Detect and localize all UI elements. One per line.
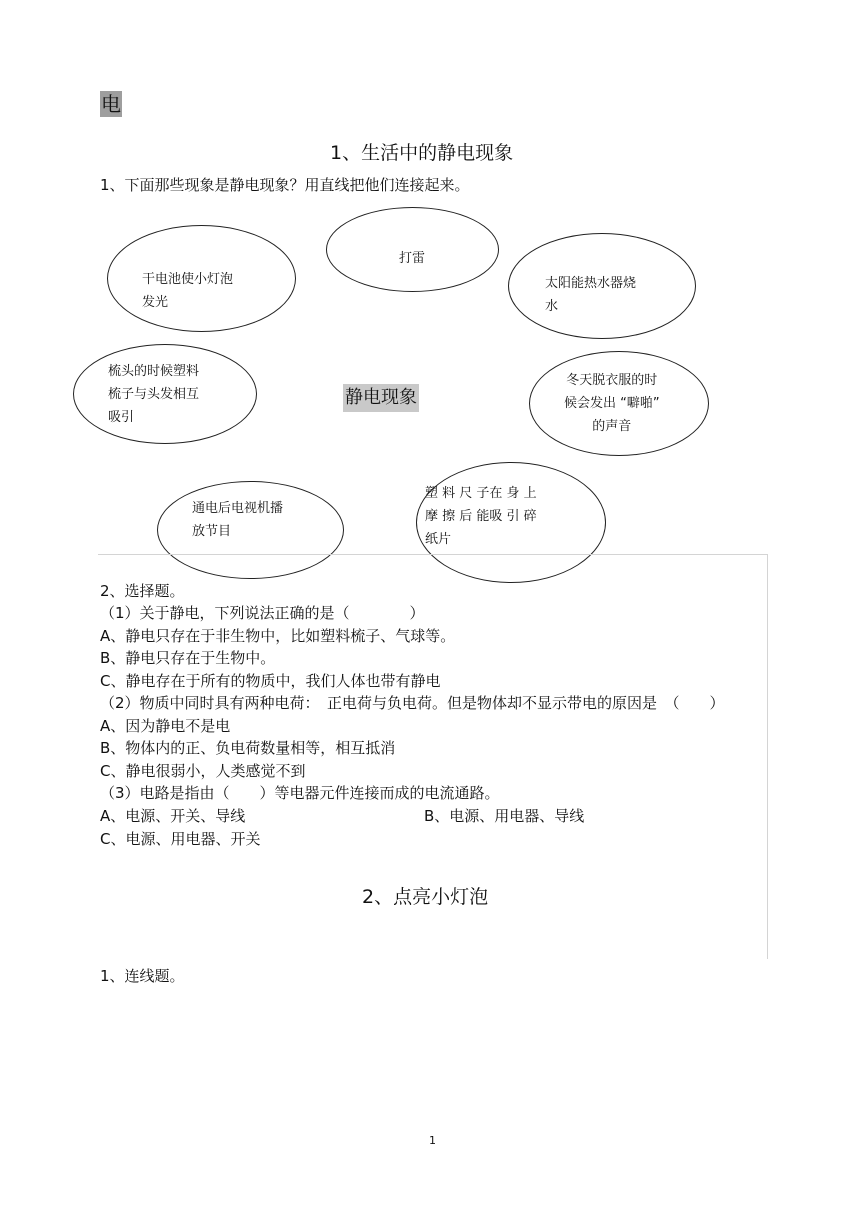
phenomenon-text xyxy=(192,497,283,543)
phenomenon-line: 水 xyxy=(545,299,559,314)
option-1a[interactable]: A、静电只存在于非生物中，比如塑料梳子、气球等。 xyxy=(100,627,456,645)
divider-line xyxy=(98,554,768,555)
option-2b[interactable]: B、物体内的正、负电荷数量相等，相互抵消 xyxy=(100,739,396,757)
sub-question-1: （1）关于静电，下列说法正确的是（ ） xyxy=(100,604,425,622)
phenomenon-text xyxy=(108,360,199,429)
phenomenon-line: 候会发出 “噼啪” xyxy=(564,396,660,411)
phenomenon-line: 的声音 xyxy=(592,419,632,434)
section2-question-1: 1、连线题。 xyxy=(100,967,185,985)
static-electricity-label[interactable]: 静电现象 xyxy=(343,384,419,412)
page-number: 1 xyxy=(429,1134,436,1147)
section2-heading: 2、点亮小灯泡 xyxy=(362,886,489,908)
phenomenon-text xyxy=(564,369,660,438)
question-2: 2、选择题。 xyxy=(100,582,185,600)
phenomenon-text xyxy=(545,272,636,318)
phenomenon-line: 吸引 xyxy=(108,410,135,425)
phenomenon-line: 放节目 xyxy=(192,524,232,539)
divider-line-vertical xyxy=(767,554,768,959)
phenomenon-text xyxy=(142,268,233,314)
phenomenon-line: 纸片 xyxy=(425,532,452,547)
phenomenon-line: 通电后电视机播 xyxy=(192,501,284,516)
section1-heading: 1、生活中的静电现象 xyxy=(330,142,514,164)
phenomenon-line: 摩 擦 后 能吸 引 碎 xyxy=(425,509,537,524)
option-3a[interactable]: A、电源、开关、导线 xyxy=(100,807,246,825)
phenomenon-line: 打雷 xyxy=(399,251,426,266)
sub-question-3: （3）电路是指由（ ）等电器元件连接而成的电流通路。 xyxy=(100,784,500,802)
phenomenon-text xyxy=(425,482,537,551)
phenomenon-line: 干电池使小灯泡 xyxy=(142,272,234,287)
option-1b[interactable]: B、静电只存在于生物中。 xyxy=(100,649,276,667)
sub-question-2: （2）物质中同时具有两种电荷： 正电荷与负电荷。但是物体却不显示带电的原因是 （ ） xyxy=(100,694,725,712)
phenomenon-line: 梳头的时候塑料 xyxy=(108,364,200,379)
phenomenon-line: 冬天脱衣服的时 xyxy=(566,373,658,388)
phenomenon-text xyxy=(399,247,425,270)
phenomenon-line: 太阳能热水器烧 xyxy=(545,276,637,291)
option-3c[interactable]: C、电源、用电器、开关 xyxy=(100,830,261,848)
option-1c[interactable]: C、静电存在于所有的物质中，我们人体也带有静电 xyxy=(100,672,441,690)
question-1: 1、下面那些现象是静电现象？用直线把他们连接起来。 xyxy=(100,176,470,194)
option-2c[interactable]: C、静电很弱小，人类感觉不到 xyxy=(100,762,306,780)
phenomenon-line: 发光 xyxy=(142,295,169,310)
option-3b[interactable]: B、电源、用电器、导线 xyxy=(424,807,585,825)
unit-title: 电 xyxy=(101,92,121,116)
phenomenon-line: 梳子与头发相互 xyxy=(108,387,200,402)
phenomenon-line: 塑 料 尺 子在 身 上 xyxy=(425,486,537,501)
option-2a[interactable]: A、因为静电不是电 xyxy=(100,717,231,735)
